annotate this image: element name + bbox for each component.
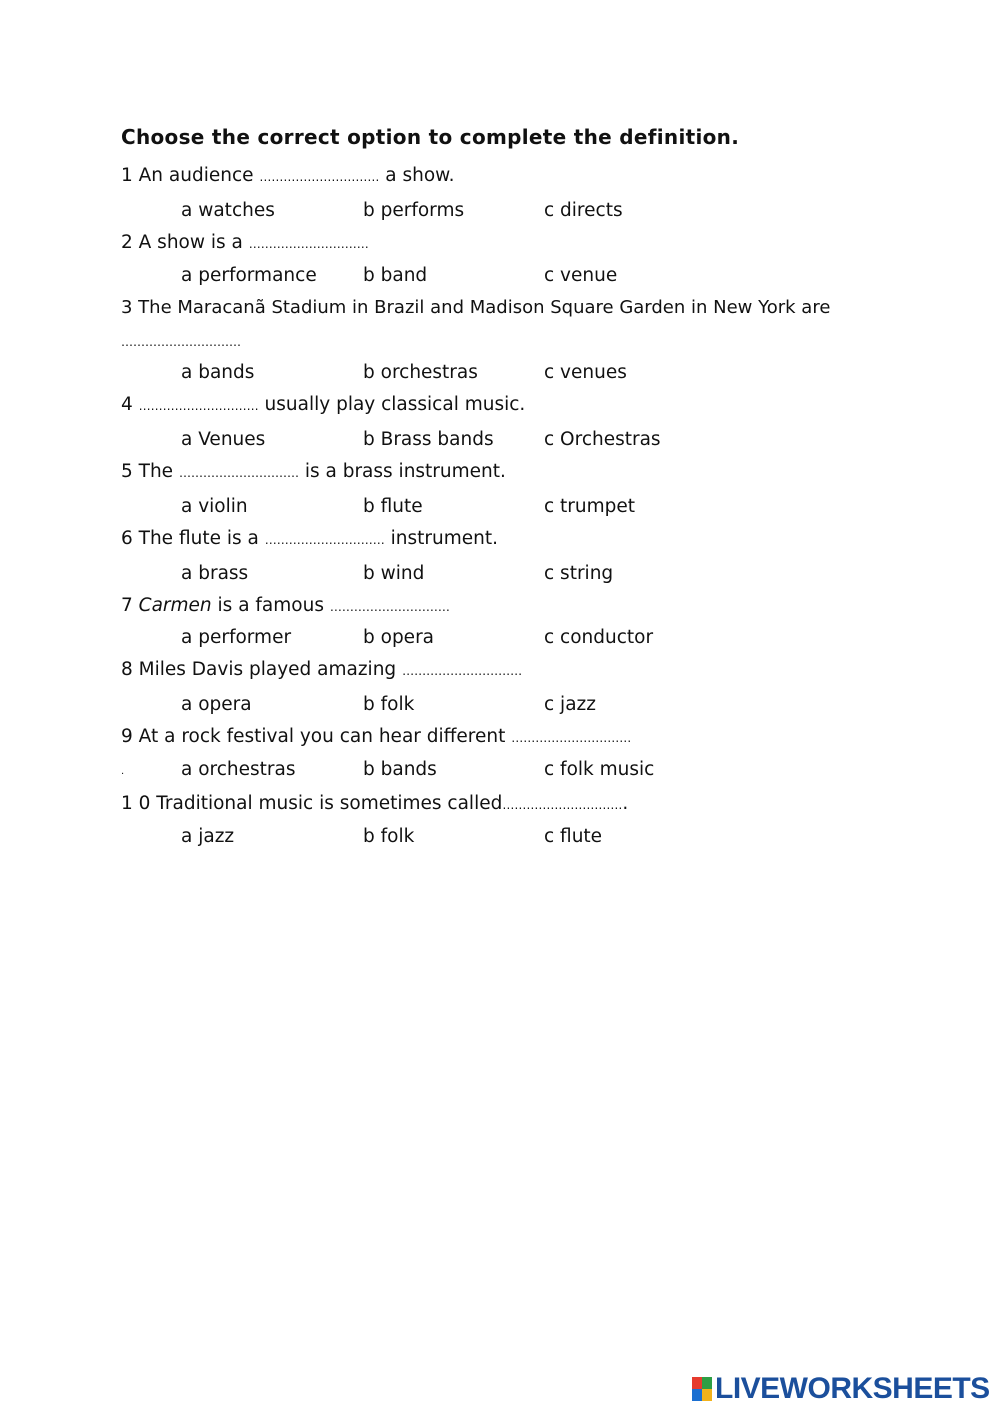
option-a[interactable]: a jazz: [181, 826, 235, 847]
option-a[interactable]: a watches: [181, 200, 275, 221]
option-b[interactable]: b flute: [363, 496, 423, 517]
question-3-blank-line: [121, 330, 241, 351]
option-c[interactable]: c venues: [544, 362, 627, 383]
question-1: [121, 165, 455, 186]
question-3: [121, 297, 830, 318]
question-text: 7: [121, 595, 139, 616]
opera-title: Carmen: [138, 595, 212, 616]
question-text: 6 The flute is a: [121, 528, 265, 549]
question-6: [121, 528, 498, 549]
question-text-cont: is a famous: [211, 595, 330, 616]
question-9: [121, 726, 631, 747]
logo-text: LIVEWORKSHEETS: [715, 1372, 990, 1405]
option-c[interactable]: c folk music: [544, 759, 655, 780]
answer-blank[interactable]: …………………………: [402, 664, 523, 678]
question-text: 8 Miles Davis played amazing: [121, 659, 403, 680]
liveworksheets-logo[interactable]: [692, 1374, 990, 1404]
option-b[interactable]: b opera: [363, 627, 435, 648]
answer-blank[interactable]: …………………………: [248, 237, 369, 251]
answer-blank[interactable]: …………………………: [121, 335, 241, 349]
option-c[interactable]: c trumpet: [544, 496, 636, 517]
answer-blank[interactable]: …………………………: [264, 533, 385, 547]
question-text: 2 A show is a: [121, 232, 249, 253]
question-text: 5 The: [121, 461, 179, 482]
question-5: [121, 461, 506, 482]
question-text-end: .: [622, 793, 629, 814]
option-b[interactable]: b performs: [363, 200, 465, 221]
question-7: [121, 595, 450, 616]
option-a[interactable]: a bands: [181, 362, 255, 383]
question-text-end: usually play classical music.: [258, 394, 526, 415]
option-c[interactable]: c jazz: [544, 694, 596, 715]
question-text: 1 0 Traditional music is sometimes called: [121, 793, 503, 814]
stray-dot: .: [121, 766, 125, 777]
question-text: 9 At a rock festival you can hear different: [121, 726, 512, 747]
option-b[interactable]: b folk: [363, 694, 415, 715]
question-text-end: instrument.: [384, 528, 498, 549]
question-text: 1 An audience: [121, 165, 260, 186]
answer-blank[interactable]: …………………………: [502, 798, 623, 812]
question-4: [121, 394, 525, 415]
option-b[interactable]: b orchestras: [363, 362, 478, 383]
option-c[interactable]: c venue: [544, 265, 618, 286]
option-a[interactable]: a orchestras: [181, 759, 296, 780]
answer-blank[interactable]: …………………………: [511, 731, 632, 745]
option-a[interactable]: a performer: [181, 627, 292, 648]
option-b[interactable]: b bands: [363, 759, 437, 780]
answer-blank[interactable]: …………………………: [259, 170, 380, 184]
question-text: 3 The Maracanã Stadium in Brazil and Madison Square Garden in New York are: [121, 297, 831, 318]
option-c[interactable]: c string: [544, 563, 614, 584]
option-a[interactable]: a violin: [181, 496, 248, 517]
liveworksheets-mark-icon: [692, 1377, 712, 1401]
option-a[interactable]: a opera: [181, 694, 252, 715]
question-text: 4: [121, 394, 139, 415]
option-a[interactable]: a performance: [181, 265, 317, 286]
option-b[interactable]: b band: [363, 265, 428, 286]
answer-blank[interactable]: …………………………: [178, 466, 299, 480]
option-c[interactable]: c conductor: [544, 627, 654, 648]
option-b[interactable]: b wind: [363, 563, 425, 584]
option-a[interactable]: a brass: [181, 563, 249, 584]
question-text-end: is a brass instrument.: [298, 461, 506, 482]
question-2: [121, 232, 369, 253]
option-c[interactable]: c flute: [544, 826, 603, 847]
option-c[interactable]: c Orchestras: [544, 429, 661, 450]
option-c[interactable]: c directs: [544, 200, 623, 221]
answer-blank[interactable]: …………………………: [329, 600, 450, 614]
question-text-end: a show.: [379, 165, 455, 186]
page-title: Choose the correct option to complete the definition.: [121, 125, 740, 149]
option-b[interactable]: b Brass bands: [363, 429, 494, 450]
option-a[interactable]: a Venues: [181, 429, 266, 450]
question-10: [121, 793, 628, 814]
question-8: [121, 659, 522, 680]
option-b[interactable]: b folk: [363, 826, 415, 847]
answer-blank[interactable]: …………………………: [138, 399, 259, 413]
